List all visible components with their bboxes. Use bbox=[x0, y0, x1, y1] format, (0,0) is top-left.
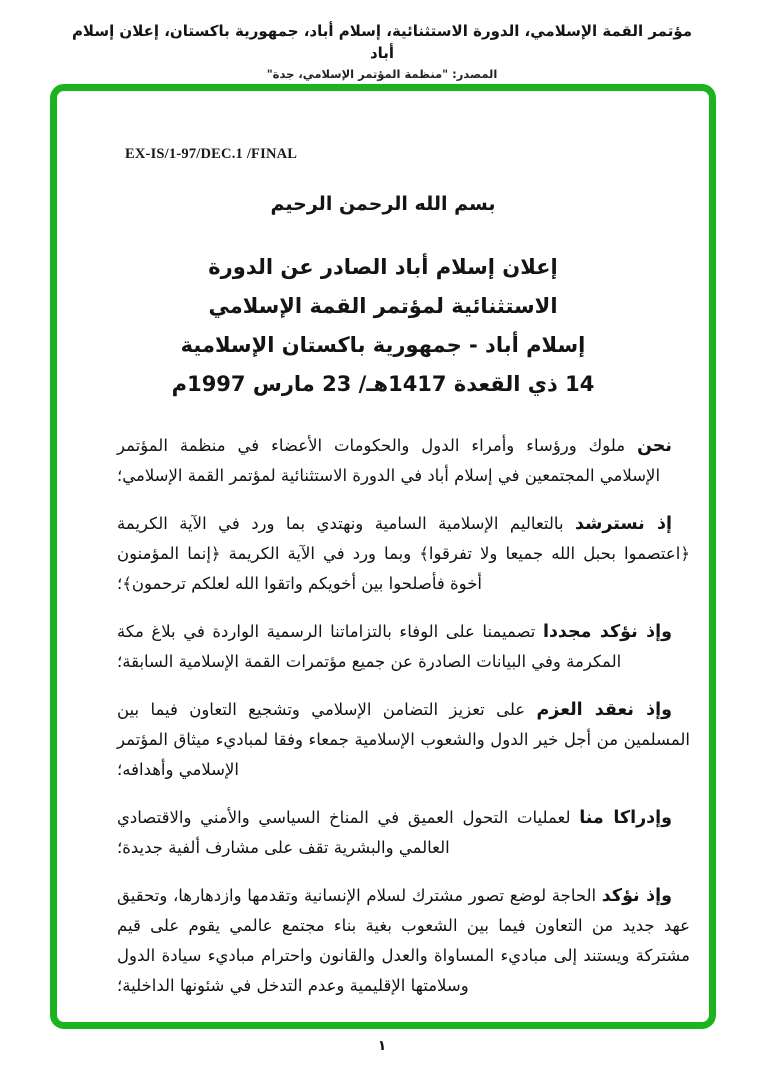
document-description-line: مؤتمر القمة الإسلامي، الدورة الاستثنائية، إسلام أباد، جمهورية باكستان، إعلان إسلام أباد bbox=[71, 22, 693, 62]
page-number: ١ bbox=[377, 1038, 387, 1054]
paragraph-text: الحاجة لوضع تصور مشترك لسلام الإنسانية وتقدمها وازدهارها، وتحقيق عهد جديد من التعاون فيما بين الشعوب بغية بناء مجتمع عالمي يقوم على قيم مشتركة ويستند إلى مباديء المساواة والعدل والقانون واحترام مباديء سيادة الدول وسلامتها الإقليمية وعدم التدخل في شئونها الداخلية؛ bbox=[117, 886, 690, 995]
basmala-line: بسم الله الرحمن الرحيم bbox=[270, 193, 496, 215]
paragraph-lead: وإذ نؤكد bbox=[601, 886, 672, 906]
paragraph-awareness bbox=[117, 803, 690, 863]
source-line: المصدر: "منظمة المؤتمر الإسلامي، جدة" bbox=[266, 67, 498, 81]
paragraph-reaffirmation bbox=[117, 617, 690, 677]
document-reference-code: EX-IS/1-97/DEC.1 /FINAL bbox=[125, 146, 298, 162]
declaration-title bbox=[57, 248, 709, 404]
paragraph-text: بالتعاليم الإسلامية السامية ونهتدي بما ورد في الآية الكريمة ﴿اعتصموا بحبل الله جميعا ولا تفرقوا﴾ وبما ورد في الآية الكريمة ﴿إنما المؤمنون أخوة فأصلحوا بين أخويكم واتقوا الله لعلكم ترحمون﴾؛ bbox=[117, 514, 690, 593]
paragraph-lead: وإذ نؤكد مجددا bbox=[542, 622, 672, 642]
paragraph-text: على تعزيز التضامن الإسلامي وتشجيع التعاون فيما بين المسلمين من أجل خير الدول والشعوب الإسلامية جمعاء وفقا لمباديء ميثاق المؤتمر الإسلامي وأهدافه؛ bbox=[117, 700, 690, 779]
paragraph-text: لعمليات التحول العميق في المناخ السياسي والأمني والاقتصادي العالمي والبشرية تقف على مشارف ألفية جديدة؛ bbox=[117, 808, 571, 857]
document-green-frame bbox=[50, 84, 716, 1029]
title-line-1: إعلان إسلام أباد الصادر عن الدورة bbox=[208, 255, 558, 279]
paragraph-lead: وإذ نعقد العزم bbox=[536, 700, 672, 720]
paragraph-text: ملوك ورؤساء وأمراء الدول والحكومات الأعضاء في منظمة المؤتمر الإسلامي المجتمعين في إسلام أباد في الدورة الاستثنائية لمؤتمر القمة الإسلامي؛ bbox=[117, 436, 661, 485]
paragraph-preamble bbox=[117, 431, 690, 491]
title-line-4: 14 ذي القعدة 1417هـ/ 23 مارس 1997م bbox=[171, 372, 595, 396]
paragraph-resolve bbox=[117, 695, 690, 785]
paragraph-text: تصميمنا على الوفاء بالتزاماتنا الرسمية الواردة في بلاغ مكة المكرمة وفي البيانات الصادرة عن جميع مؤتمرات القمة الإسلامية السابقة؛ bbox=[117, 622, 622, 671]
catalog-header bbox=[0, 20, 764, 81]
paragraph-lead: وإدراكا منا bbox=[579, 808, 672, 828]
title-line-3: إسلام أباد - جمهورية باكستان الإسلامية bbox=[180, 333, 586, 357]
paragraph-vision bbox=[117, 881, 690, 1001]
title-line-2: الاستثنائية لمؤتمر القمة الإسلامي bbox=[208, 294, 558, 318]
declaration-body bbox=[117, 431, 690, 1001]
paragraph-lead: نحن bbox=[637, 436, 672, 456]
paragraph-lead: إذ نسترشد bbox=[575, 514, 672, 534]
paragraph-guidance bbox=[117, 509, 690, 599]
